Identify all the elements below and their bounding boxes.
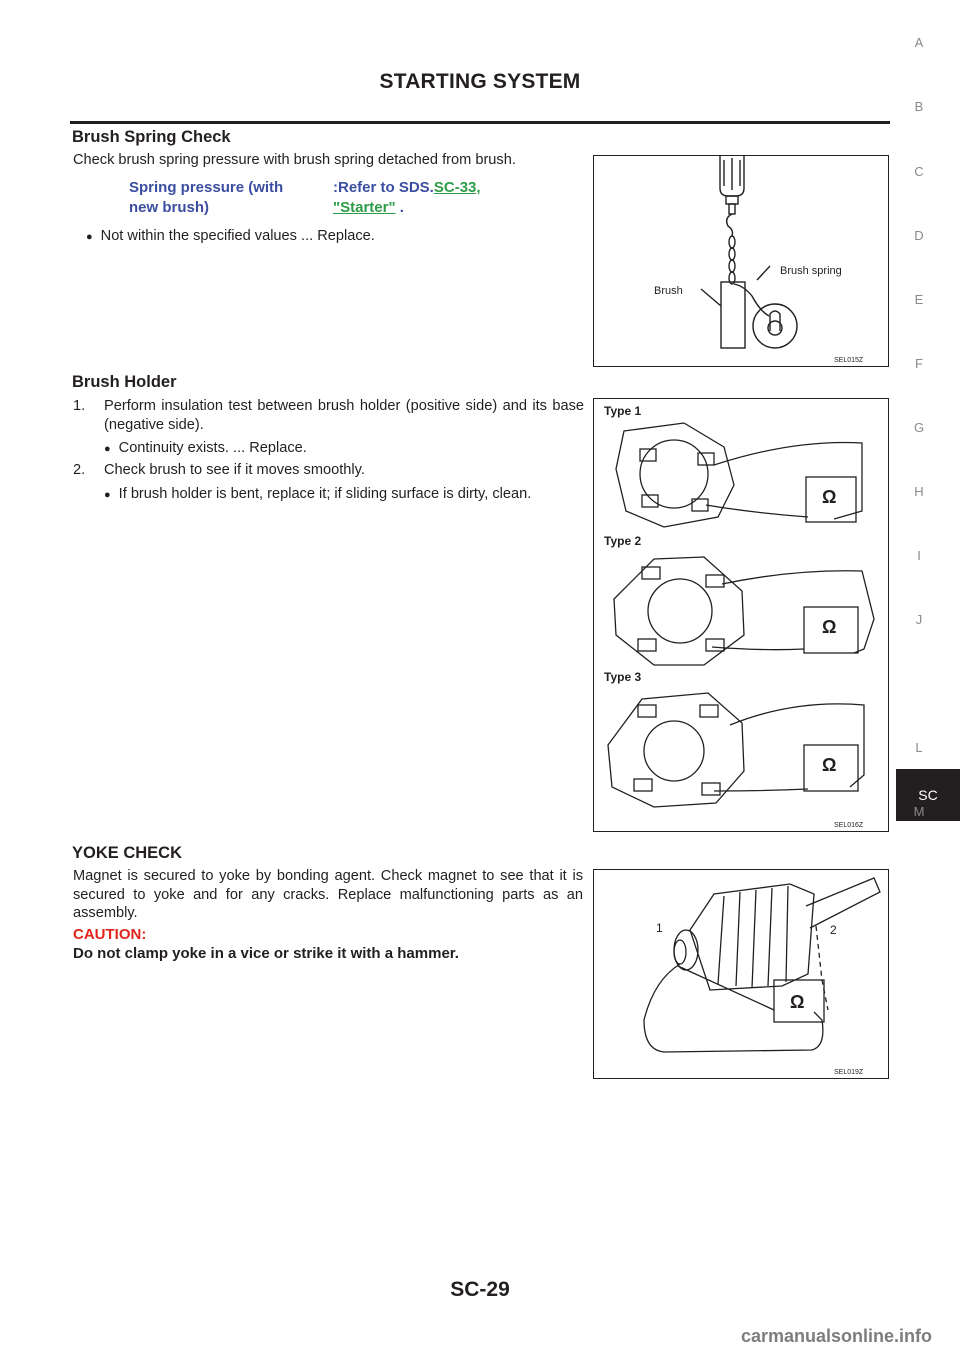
step-number: 1. (73, 398, 86, 414)
step-number: 2. (73, 462, 86, 478)
side-index-d[interactable]: D (914, 228, 924, 243)
step-1-bullet: ● Continuity exists. ... Replace. (104, 440, 307, 456)
page-number: SC-29 (450, 1278, 510, 1301)
figure-id: SEL016Z (834, 822, 864, 829)
step-1-text: Perform insulation test between brush holder (positive side) and its base (negative side). (104, 398, 584, 433)
side-index-f[interactable]: F (915, 356, 923, 371)
caution-label: CAUTION: (73, 926, 147, 943)
spec-label: Spring pressure (with new brush) (129, 179, 284, 216)
type-2-label: Type 2 (604, 534, 642, 548)
bullet-icon: ● (104, 443, 111, 455)
step-2-text: Check brush to see if it moves smoothly. (104, 462, 365, 478)
type-3-label: Type 3 (604, 670, 642, 684)
figure-id: SEL019Z (834, 1069, 864, 1076)
ohm-icon: Ω (822, 755, 837, 775)
brush-spring-bullet: ● Not within the specified values ... Replace. (86, 228, 375, 244)
yoke-figure (593, 869, 889, 1079)
bullet-icon: ● (86, 231, 93, 243)
spec-value: :Refer to SDS.SC-33, "Starter" . (333, 179, 481, 216)
label-2: 2 (830, 923, 837, 937)
ohm-icon: Ω (790, 992, 805, 1012)
side-index-m[interactable]: M (913, 804, 925, 819)
ohm-icon: Ω (822, 487, 837, 507)
side-index-l[interactable]: L (915, 740, 923, 755)
side-index-j[interactable]: J (915, 612, 923, 627)
figure-id: SEL015Z (834, 357, 864, 364)
brush-label: Brush (654, 285, 683, 297)
side-index-h[interactable]: H (914, 484, 924, 499)
brush-spring-figure (593, 155, 889, 367)
title-divider (70, 121, 890, 124)
side-index-b[interactable]: B (914, 99, 924, 114)
yoke-check-text: Magnet is secured to yoke by bonding agent. Check magnet to see that it is secured to yoke and for any cracks. Replace malfunctioning parts as an assembly. (73, 868, 583, 921)
side-index-e[interactable]: E (914, 292, 924, 307)
bullet-icon: ● (104, 489, 111, 501)
ohm-icon: Ω (822, 617, 837, 637)
side-index-c[interactable]: C (914, 164, 924, 179)
brush-spring-label: Brush spring (780, 265, 842, 277)
brush-holder-heading: Brush Holder (72, 373, 177, 391)
page-title: STARTING SYSTEM (379, 70, 581, 93)
side-index-i[interactable]: I (917, 548, 921, 563)
starter-link[interactable]: "Starter" (333, 199, 396, 216)
step-2-bullet: ● If brush holder is bent, replace it; if sliding surface is dirty, clean. (104, 486, 532, 502)
brush-spring-heading: Brush Spring Check (72, 128, 231, 146)
yoke-check-heading: YOKE CHECK (72, 844, 183, 862)
type-1-label: Type 1 (604, 404, 642, 418)
caution-text: Do not clamp yoke in a vice or strike it with a hammer. (73, 945, 459, 962)
side-index-a[interactable]: A (914, 35, 924, 50)
watermark: carmanualsonline.info (740, 1326, 932, 1346)
side-index-sc-active[interactable]: SC (896, 769, 960, 821)
label-1: 1 (656, 921, 663, 935)
brush-holder-figure (593, 398, 889, 832)
brush-spring-intro: Check brush spring pressure with brush spring detached from brush. (73, 152, 516, 168)
sds-link[interactable]: SC-33, (433, 179, 481, 196)
side-index-g[interactable]: G (913, 420, 925, 435)
